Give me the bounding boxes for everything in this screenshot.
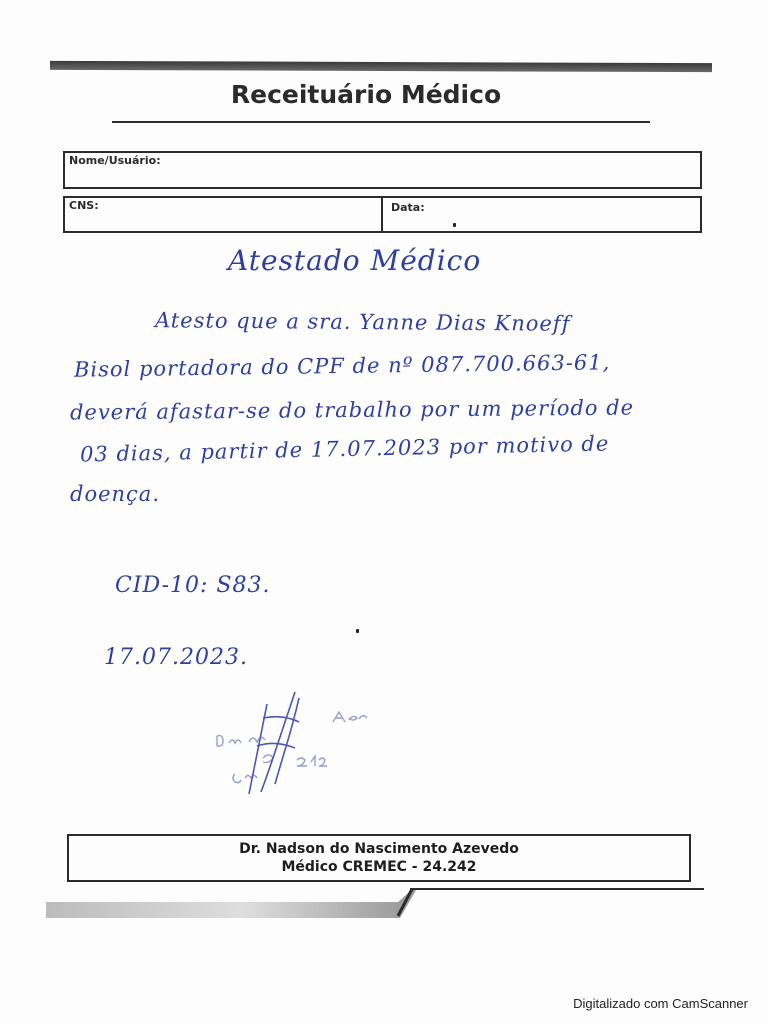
handwritten-signature [249, 692, 299, 794]
title-underline [112, 121, 650, 123]
scan-speck [453, 223, 456, 227]
name-field [63, 151, 702, 189]
camscanner-watermark: Digitalizado com CamScanner [573, 996, 748, 1011]
handwritten-date: 17.07.2023. [104, 645, 248, 670]
scan-speck [356, 629, 359, 633]
header-bar [50, 61, 712, 72]
date-field [381, 196, 702, 233]
page-title: Receituário Médico [230, 80, 502, 109]
date-label: Data: [391, 201, 425, 214]
cns-field [63, 196, 383, 233]
doctor-crm: Médico CREMEC - 24.242 [281, 859, 477, 875]
footer-decoration [40, 880, 720, 930]
doctor-footer [67, 834, 691, 882]
name-label: Nome/Usuário: [69, 154, 161, 167]
doctor-stamp-signature [205, 688, 375, 798]
handwritten-line-1: Atesto que a sra. Yanne Dias Knoeff [154, 308, 571, 336]
cns-label: CNS: [69, 199, 99, 212]
handwritten-line-2: Bisol portadora do CPF de nº 087.700.663-61, [73, 350, 611, 382]
handwritten-cid: CID-10: S83. [115, 573, 271, 598]
doctor-name: Dr. Nadson do Nascimento Azevedo [239, 841, 519, 857]
handwritten-line-5: doença. [70, 482, 160, 506]
handwritten-title: Atestado Médico [228, 244, 482, 277]
handwritten-line-4: 03 dias, a partir de 17.07.2023 por motivo de [79, 431, 610, 467]
handwritten-line-3: deverá afastar-se do trabalho por um período de [69, 395, 635, 425]
